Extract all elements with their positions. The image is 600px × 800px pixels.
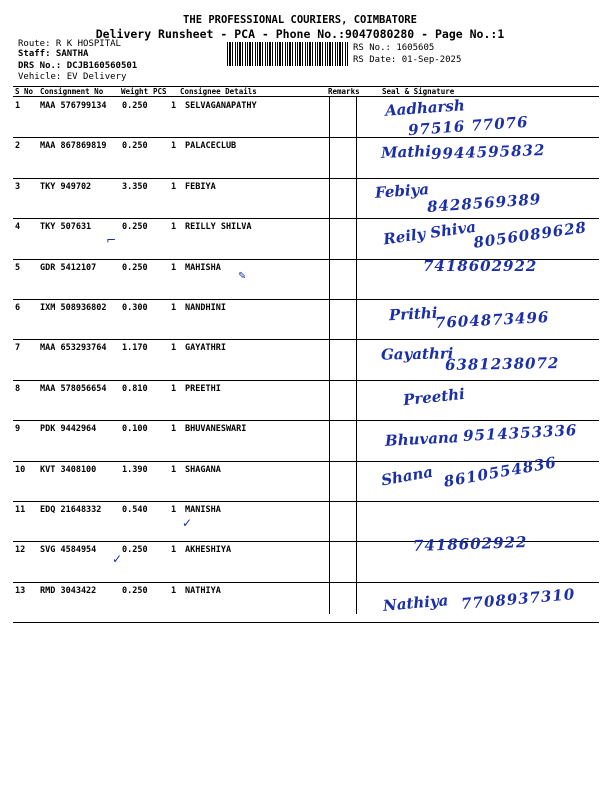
consignment-number: PDK 9442964 bbox=[40, 424, 97, 435]
signature-area bbox=[363, 380, 600, 418]
signature-text: Reily Shiva bbox=[382, 217, 478, 249]
signature-phone: 9944595832 bbox=[430, 141, 546, 164]
consignee-name: PALACECLUB bbox=[185, 141, 237, 152]
consignment-number: IXM 508936802 bbox=[40, 303, 107, 313]
table-row bbox=[13, 256, 599, 300]
rs-date: RS Date: 01-Sep-2025 bbox=[353, 55, 462, 65]
weight-value: 0.250 bbox=[122, 262, 148, 273]
pieces-count: 1 bbox=[171, 424, 177, 435]
staff-label: Staff: SANTHA bbox=[18, 49, 89, 59]
signature-area bbox=[363, 299, 600, 337]
row-sno: 12 bbox=[15, 545, 26, 556]
row-sno: 2 bbox=[15, 141, 21, 152]
barcode bbox=[227, 42, 349, 66]
pieces-count: 1 bbox=[171, 101, 177, 111]
pieces-count: 1 bbox=[171, 222, 177, 233]
signature-area bbox=[363, 137, 600, 175]
row-sno: 7 bbox=[15, 343, 21, 354]
row-sno: 6 bbox=[15, 303, 21, 313]
table-row bbox=[13, 137, 599, 178]
table-row bbox=[13, 380, 599, 421]
consignee-name: MAHISHA bbox=[185, 262, 221, 273]
col-header-seal: Seal & Signature bbox=[382, 87, 455, 96]
table-row bbox=[13, 218, 599, 259]
pieces-count: 1 bbox=[171, 343, 177, 354]
signature-text: Nathiya bbox=[382, 590, 450, 615]
drs-number: DRS No.: DCJB160560501 bbox=[18, 61, 138, 71]
consignee-name: MANISHA bbox=[185, 505, 221, 515]
pieces-count: 1 bbox=[171, 141, 177, 152]
row-sno: 9 bbox=[15, 424, 21, 435]
signature-area bbox=[363, 582, 600, 620]
signature-phone: 7418602922 bbox=[412, 533, 528, 556]
pieces-count: 1 bbox=[171, 383, 177, 394]
table-row bbox=[13, 178, 599, 219]
signature-phone: 8610554836 bbox=[442, 452, 559, 491]
consignee-name: NANDHINI bbox=[185, 303, 226, 313]
ink-mark: ⌐ bbox=[106, 233, 117, 247]
weight-value: 1.170 bbox=[122, 343, 148, 354]
pieces-count: 1 bbox=[171, 505, 177, 515]
table-row bbox=[13, 533, 599, 582]
row-sno: 3 bbox=[15, 181, 21, 192]
signature-area bbox=[363, 218, 600, 256]
table-row bbox=[13, 339, 599, 380]
pieces-count: 1 bbox=[171, 585, 177, 596]
row-sno: 8 bbox=[15, 383, 21, 394]
signature-text: Gayathri bbox=[380, 344, 454, 365]
weight-value: 0.100 bbox=[122, 424, 148, 435]
signature-phone: 7604873496 bbox=[434, 308, 550, 332]
check-mark-icon: ✓ bbox=[182, 516, 193, 530]
company-title: THE PROFESSIONAL COURIERS, COIMBATORE bbox=[183, 14, 417, 26]
consignment-number: EDQ 21648332 bbox=[40, 505, 102, 515]
col-header-sno: S No bbox=[15, 87, 34, 96]
rs-number: RS No.: 1605605 bbox=[353, 43, 435, 53]
row-sno: 11 bbox=[15, 505, 26, 515]
consignee-name: GAYATHRI bbox=[185, 343, 226, 354]
pieces-count: 1 bbox=[171, 464, 177, 475]
signature-phone: 97516 77076 bbox=[407, 112, 530, 140]
consignee-name: REILLY SHILVA bbox=[185, 222, 252, 233]
row-sno: 13 bbox=[15, 585, 26, 596]
consignee-name: AKHESHIYA bbox=[185, 545, 232, 556]
consignee-name: NATHIYA bbox=[185, 585, 221, 596]
runsheet-subtitle: Delivery Runsheet - PCA - Phone No.:9047080280 - Page No.:1 bbox=[95, 27, 505, 41]
consignment-number: GDR 5412107 bbox=[40, 262, 97, 273]
signature-area bbox=[363, 339, 600, 377]
signature-area bbox=[363, 501, 600, 539]
weight-value: 0.250 bbox=[122, 222, 148, 233]
check-mark-icon: ✓ bbox=[112, 552, 123, 566]
signature-area bbox=[363, 178, 600, 216]
consignment-number: TKY 949702 bbox=[40, 181, 92, 192]
row-sno: 5 bbox=[15, 262, 21, 273]
signature-area bbox=[363, 96, 600, 140]
consignee-name: FEBIYA bbox=[185, 181, 216, 192]
consignment-number: MAA 578056654 bbox=[40, 383, 107, 394]
consignee-name: SELVAGANAPATHY bbox=[185, 101, 257, 111]
col-header-weight: Weight bbox=[121, 87, 149, 96]
pieces-count: 1 bbox=[171, 303, 177, 313]
table-row bbox=[13, 97, 599, 138]
consignment-number: TKY 507631 bbox=[40, 222, 92, 233]
table-row bbox=[13, 582, 599, 623]
signature-text: Prithi bbox=[388, 303, 438, 325]
table-row bbox=[13, 420, 599, 461]
signature-text: Aadharsh bbox=[384, 96, 466, 120]
ink-mark: ✎ bbox=[238, 271, 247, 282]
consignment-number: MAA 576799134 bbox=[40, 101, 107, 111]
weight-value: 1.390 bbox=[122, 464, 148, 475]
consignment-number: SVG 4584954 bbox=[40, 545, 97, 556]
weight-value: 0.540 bbox=[122, 505, 148, 515]
col-header-remarks: Remarks bbox=[328, 87, 360, 96]
col-header-pcs: PCS bbox=[153, 87, 167, 96]
consignment-number: MAA 653293764 bbox=[40, 343, 107, 354]
weight-value: 0.250 bbox=[122, 545, 148, 556]
signature-phone: 9514353336 bbox=[462, 421, 578, 446]
signature-phone: 8428569389 bbox=[426, 189, 542, 216]
weight-value: 0.250 bbox=[122, 585, 148, 596]
weight-value: 0.810 bbox=[122, 383, 148, 394]
consignment-number: KVT 3408100 bbox=[40, 464, 97, 475]
row-sno: 10 bbox=[15, 464, 26, 475]
signature-text: Febiya bbox=[374, 179, 430, 202]
col-header-consignee: Consignee Details bbox=[180, 87, 257, 96]
consignment-number: RMD 3043422 bbox=[40, 585, 97, 596]
row-sno: 4 bbox=[15, 222, 21, 233]
weight-value: 0.250 bbox=[122, 101, 148, 111]
signature-text: Mathi bbox=[380, 142, 432, 163]
signature-area bbox=[363, 452, 600, 499]
pieces-count: 1 bbox=[171, 262, 177, 273]
table-row bbox=[13, 452, 599, 502]
vehicle-label: Vehicle: EV Delivery bbox=[18, 72, 127, 82]
weight-value: 3.350 bbox=[122, 181, 148, 192]
signature-phone: 8056089628 bbox=[472, 218, 589, 253]
signature-area bbox=[363, 420, 600, 458]
signature-text: Shana bbox=[379, 462, 435, 489]
signature-area bbox=[363, 533, 600, 579]
weight-value: 0.250 bbox=[122, 141, 148, 152]
route-label: Route: R K HOSPITAL bbox=[18, 39, 121, 49]
signature-text: Preethi bbox=[402, 384, 466, 409]
signature-text: Bhuvana bbox=[384, 428, 459, 451]
signature-area bbox=[363, 256, 600, 297]
weight-value: 0.300 bbox=[122, 303, 148, 313]
consignment-number: MAA 867869819 bbox=[40, 141, 107, 152]
signature-phone: 6381238072 bbox=[444, 354, 560, 375]
consignee-name: SHAGANA bbox=[185, 464, 221, 475]
signature-phone: 7418602922 bbox=[423, 256, 538, 275]
row-sno: 1 bbox=[15, 101, 21, 111]
signature-phone: 7708937310 bbox=[460, 584, 576, 613]
pieces-count: 1 bbox=[171, 181, 177, 192]
consignee-name: PREETHI bbox=[185, 383, 221, 394]
table-row bbox=[13, 299, 599, 340]
pieces-count: 1 bbox=[171, 545, 177, 556]
col-header-consignment: Consignment No bbox=[40, 87, 104, 96]
consignee-name: BHUVANESWARI bbox=[185, 424, 247, 435]
